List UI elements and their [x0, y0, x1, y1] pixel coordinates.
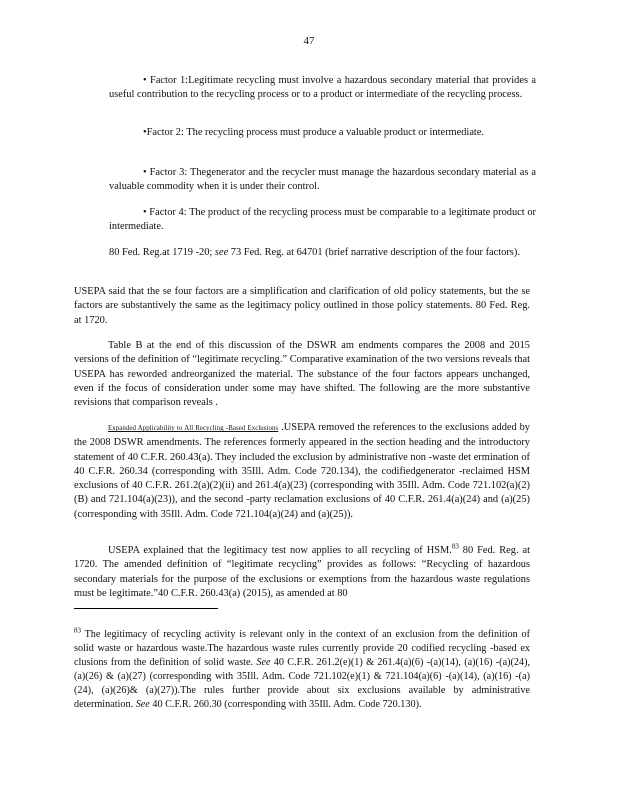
footnote-see-1: See	[256, 657, 271, 669]
factor-2: •Factor 2: The recycling process must produce a valuable product or intermediate.	[143, 127, 485, 138]
paragraph-table-b: Table B at the end of this discussion of the DSWR am endments compares the 2008 and 2015 versions of the definition of “legitimate recycling.” Comparative examination of the two versions reveals that USEPA has reworded andreorganized the material. The substance of the four factors appears unchanged, even if the focus of consideration under some may have shifted. The following are the more substantive revisions that comparison reveals .	[74, 340, 530, 409]
paragraph-usepa-said: USEPA said that the se four factors are a simplification and clarification of old policy statements, but the se factors are substantively the same as the legitimacy policy outlined in those policy statements. 80 Fed. Reg. at 1720.	[74, 286, 530, 326]
footnote-see-2: See	[135, 699, 150, 711]
footnote-separator	[74, 608, 218, 609]
footnote-83	[74, 628, 530, 713]
footnote-text-2: 40 C.F.R. 261.2(e)(1) & 261.4(a)(6) -(a)(14), (a)(16) -(a)(24), (a)(26) & (a)(27) (corresponding with 35Ill. Adm. Code 721.102(e)(1) & 721.104(a)(6) -(a)(14), (a)(16) -(a)(24), (a)(26)& (a)(27)).The rules further provide about six exclusions available by administrative determination.	[74, 657, 531, 711]
expanded-applicability-text: .USEPA removed the references to the exclusions added by the 2008 DSWR amendments. The references formerly appeared in the section heading and the introductory statement of 40 C.F.R. 260.43(a). They included the exclusion by administrative non -waste det ermination of 40 C.F.R. 260.34 (corresponding with 35Ill. Adm. Code 720.134), the codifiedgenerator -reclaimed HSM exclusions of 40 C.F.R. 261.2(a)(2)(ii) and 261.4(a)(23) (corresponding with 35Ill. Adm. Code 721.102(a)(2)(B) and 721.104(a)(23)), and the second -party reclamation exclusions of 40 C.F.R. 261.4(a)(24) and (a)(25) (corresponding with 35Ill. Adm. Code 721.104(a)(24) and (a)(25)).	[74, 422, 530, 520]
footnote-text-3: 40 C.F.R. 260.30 (corresponding with 35Ill. Adm. Code 720.130).	[149, 699, 422, 711]
factor-1: • Factor 1:Legitimate recycling must involve a hazardous secondary material that provides a useful contribution to the recycling process or to a product or intermediate of the recycling process.	[109, 75, 536, 101]
footnote-text: The legitimacy of recycling activity is relevant only in the context of an exclusion from the definition of solid waste or hazardous waste.The hazardous waste rules currently provide 20 codified recycling -based ex clusions from the definition of solid waste.	[74, 629, 530, 669]
footnote-reference[interactable]: 83	[451, 542, 459, 551]
legitimacy-test-text: USEPA explained that the legitimacy test now applies to all recycling of HSM.	[108, 545, 452, 556]
page-number: 47	[303, 35, 315, 47]
expanded-applicability-heading: Expanded Applicability to All Recycling -Based Exclusions	[108, 425, 279, 432]
citation-see: see	[214, 247, 229, 258]
citation-text-2: 73 Fed. Reg. at 64701 (brief narrative description of the four factors).	[228, 247, 520, 258]
factors-citation	[109, 246, 536, 260]
paragraph-expanded-applicability	[74, 421, 530, 522]
citation-text: 80 Fed. Reg.at 1719 -20;	[109, 247, 215, 258]
factor-3: • Factor 3: Thegenerator and the recycler must manage the hazardous secondary material as a valuable commodity when it is under their control.	[109, 167, 536, 193]
footnote-number: 83	[74, 626, 81, 635]
legitimacy-test-text-2: 80 Fed. Reg. at 1720. The amended definition of “legitimate recycling” provides as follows: “Recycling of hazardous secondary materials for the purpose of the exclusions or exemptions from the hazardous waste regulations must be legitimate.”40 C.F.R. 260.43(a) (2015), as amended at 80	[74, 545, 530, 599]
factor-4: • Factor 4: The product of the recycling process must be comparable to a legitimate product or intermediate.	[109, 207, 536, 233]
paragraph-legitimacy-test	[74, 544, 530, 601]
